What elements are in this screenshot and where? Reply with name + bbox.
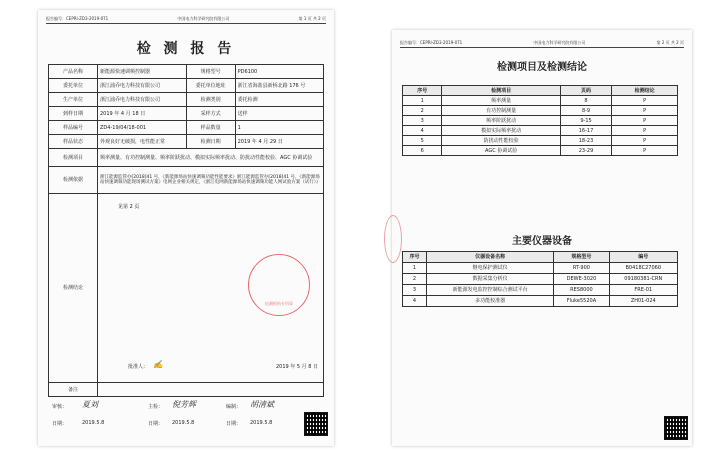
conclusion-value: 见第 2 页 xyxy=(118,204,140,210)
page-header xyxy=(400,40,684,48)
table-cell: 频率测量 xyxy=(442,96,560,106)
org-name: 中国电力科学研究院有限公司 xyxy=(177,16,230,21)
table-cell: P xyxy=(612,146,678,156)
column-header: 页码 xyxy=(560,86,611,96)
column-header: 规格型号 xyxy=(554,252,609,263)
table-cell: 多功能校准器 xyxy=(426,296,553,307)
info-label: 检测日期 xyxy=(186,135,235,149)
approver-signature: ✍ xyxy=(153,360,163,369)
table-cell: RT-900 xyxy=(554,263,609,274)
table-cell: B0418C27060 xyxy=(609,263,677,274)
items-conclusion-table xyxy=(402,85,678,156)
table-cell: 防扰动性能校验 xyxy=(442,136,560,146)
items-value: 频率测量、有功控制测量、频率阶跃扰动、模拟实际频率扰动、防扰动性能校验、AGC 协调试验 xyxy=(98,149,324,167)
page-count: 第 2 页 共 2 页 xyxy=(656,40,684,45)
table-cell: P xyxy=(612,96,678,106)
chief-label: 主检： xyxy=(148,404,164,410)
table-cell: 2 xyxy=(403,274,427,285)
qr-code-icon xyxy=(664,416,688,440)
table-cell: 9-15 xyxy=(560,116,611,126)
report-number: 报告编号：CEPRI-ZD3-2019-071 xyxy=(400,40,463,45)
equipment-table xyxy=(402,251,678,307)
table-cell: 继电保护测试仪 xyxy=(426,263,553,274)
info-row xyxy=(49,79,324,93)
table-cell: 模拟实际频率扰动 xyxy=(442,126,560,136)
date-label-2: 日期： xyxy=(148,421,164,427)
info-value: 2019 年 4 月 18 日 xyxy=(98,107,187,121)
date-label-1: 日期： xyxy=(52,421,68,427)
table-cell: FRE-01 xyxy=(609,285,677,296)
info-row xyxy=(49,121,324,135)
equipment-title: 主要仪器设备 xyxy=(512,236,572,247)
info-label: 生产单位 xyxy=(49,93,98,107)
table-cell: AGC 协调试验 xyxy=(442,146,560,156)
table-cell: DEWE-3020 xyxy=(554,274,609,285)
table-cell: 4 xyxy=(403,126,442,136)
info-row xyxy=(49,93,324,107)
table-cell: 数据采集分析仪 xyxy=(426,274,553,285)
table-cell: P xyxy=(612,116,678,126)
table-cell: 3 xyxy=(403,116,442,126)
table-cell: 3 xyxy=(403,285,427,296)
info-value: 2019 年 4 月 29 日 xyxy=(235,135,323,149)
column-header: 编号 xyxy=(609,252,677,263)
info-label: 样品数量 xyxy=(186,121,235,135)
table-row xyxy=(403,263,678,274)
reviewer-label: 审核： xyxy=(52,404,68,410)
stamp-text: 检测机构专用章 xyxy=(265,301,293,307)
table-cell: P xyxy=(612,106,678,116)
info-label: 到样日期 xyxy=(49,107,98,121)
table-cell: 23-29 xyxy=(560,146,611,156)
table-row xyxy=(403,296,678,307)
report-page-2 xyxy=(392,30,692,446)
items-conclusion-title: 检测项目及检测结论 xyxy=(497,62,587,73)
table-cell: 频率阶跃扰动 xyxy=(442,116,560,126)
remark-value xyxy=(98,383,324,397)
remark-label: 备注 xyxy=(49,383,98,397)
info-value: 外观良好无破损，电性能正常 xyxy=(98,135,187,149)
info-row xyxy=(49,65,324,79)
reviewer-signature: 夏刘 xyxy=(82,400,98,409)
column-header: 序号 xyxy=(403,252,427,263)
info-label: 检测类别 xyxy=(186,93,235,107)
info-value: 送样 xyxy=(235,107,323,121)
table-cell: 09180381-CRN xyxy=(609,274,677,285)
table-cell: 8 xyxy=(560,96,611,106)
org-name: 中国电力科学研究院有限公司 xyxy=(533,40,586,45)
items-label: 检测项目 xyxy=(49,149,98,167)
table-row xyxy=(403,274,678,285)
info-value: 浙江省海盐县新桥北路 176 号 xyxy=(235,79,323,93)
conclusion-row xyxy=(49,194,324,383)
items-row xyxy=(49,149,324,167)
info-label: 样品状态 xyxy=(49,135,98,149)
compiler-label: 编制： xyxy=(226,404,242,410)
column-header: 检测结论 xyxy=(612,86,678,96)
conclusion-cell xyxy=(98,194,324,383)
qr-code-icon xyxy=(304,412,328,436)
approve-date: 2019 年 5 月 8 日 xyxy=(276,364,319,370)
info-value: 1 xyxy=(235,121,323,135)
basis-value: 浙江能源监管办[2018]41 号，《新能源场站快速调频功能性能要求》浙江能源监管办[2018]41 号，《新能源场站快速调频功能现场测试方案》电网企业相关规定，《浙江电网新能源场站快速调频功能人网试验方案（试行）》 xyxy=(98,167,324,194)
table-row xyxy=(403,96,678,106)
compiler-signature: 胡清斌 xyxy=(250,400,274,409)
info-label: 产品名称 xyxy=(49,65,98,79)
table-cell: RES8000 xyxy=(554,285,609,296)
chief-signature: 倪芳辉 xyxy=(172,400,196,409)
column-header: 检测项目 xyxy=(442,86,560,96)
table-row xyxy=(403,136,678,146)
table-cell: 1 xyxy=(403,96,442,106)
approver-label: 批准人： xyxy=(128,364,149,370)
info-value: 浙江浦乔电力科技有限公司 xyxy=(98,79,187,93)
table-cell: Fluke5520A xyxy=(554,296,609,307)
date-3: 2019.5.8 xyxy=(250,420,273,426)
table-cell: 新能源发电监控控制综合测试平台 xyxy=(426,285,553,296)
basis-row xyxy=(49,167,324,194)
table-cell: 6 xyxy=(403,146,442,156)
info-value: 新能源快速调频控制器 xyxy=(98,65,187,79)
table-row xyxy=(403,285,678,296)
info-row xyxy=(49,107,324,121)
remark-row xyxy=(49,383,324,397)
table-cell: 18-23 xyxy=(560,136,611,146)
info-value: ZD4-19/04/18-001 xyxy=(98,121,187,135)
report-info-table xyxy=(48,64,324,397)
table-cell: 有功控制测量 xyxy=(442,106,560,116)
report-title: 检 测 报 告 xyxy=(136,41,236,57)
inspection-stamp xyxy=(248,254,310,316)
info-value: 浙江浦乔电力科技有限公司 xyxy=(98,93,187,107)
column-header: 仪器设备名称 xyxy=(426,252,553,263)
table-cell: 1 xyxy=(403,263,427,274)
table-row xyxy=(403,126,678,136)
date-label-3: 日期： xyxy=(226,421,242,427)
info-label: 样品编号 xyxy=(49,121,98,135)
page-count: 第 1 页 共 2 页 xyxy=(298,16,326,21)
info-label: 采样方式 xyxy=(186,107,235,121)
column-header: 序号 xyxy=(403,86,442,96)
info-label: 委托单位地址 xyxy=(186,79,235,93)
conclusion-label: 检测结论 xyxy=(49,194,98,383)
table-cell: P xyxy=(612,126,678,136)
basis-label: 检测依据 xyxy=(49,167,98,194)
table-cell: ZH01-024 xyxy=(609,296,677,307)
info-label: 委托单位 xyxy=(49,79,98,93)
date-2: 2019.5.8 xyxy=(172,420,195,426)
table-cell: 16-17 xyxy=(560,126,611,136)
info-label: 规格型号 xyxy=(186,65,235,79)
table-cell: 5 xyxy=(403,136,442,146)
page-header xyxy=(46,16,326,24)
table-cell: 4 xyxy=(403,296,427,307)
table-row xyxy=(403,116,678,126)
table-cell: 8-9 xyxy=(560,106,611,116)
table-row xyxy=(403,106,678,116)
report-number: 报告编号：CEPRI-ZD3-2019-071 xyxy=(46,16,109,21)
info-value: 委托检测 xyxy=(235,93,323,107)
table-cell: P xyxy=(612,136,678,146)
report-page-1 xyxy=(38,10,334,446)
table-row xyxy=(403,146,678,156)
info-value: PD6100 xyxy=(235,65,323,79)
date-1: 2019.5.8 xyxy=(82,420,105,426)
table-cell: 2 xyxy=(403,106,442,116)
info-row xyxy=(49,135,324,149)
